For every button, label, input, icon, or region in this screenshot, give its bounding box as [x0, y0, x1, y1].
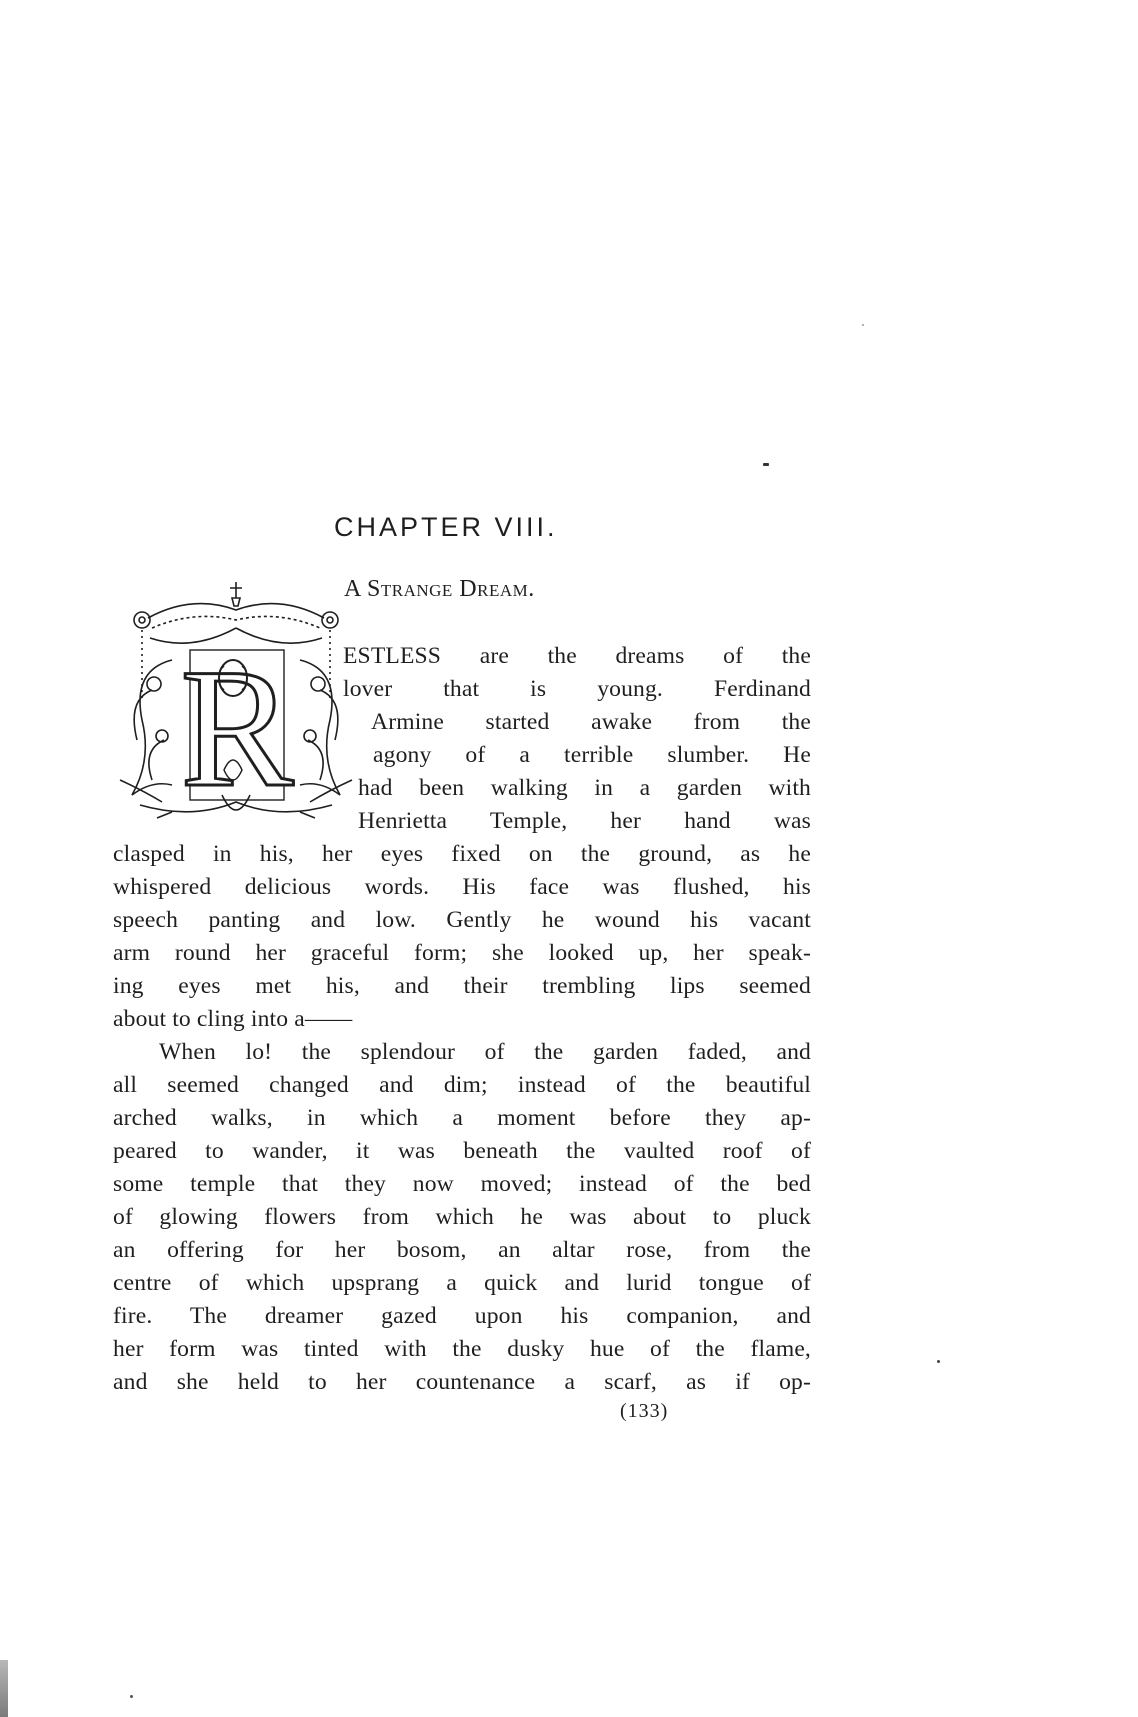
chapter-title — [344, 575, 704, 603]
text-line: agony of a terrible slumber. He — [373, 742, 811, 768]
chapter-heading: CHAPTER VIII. — [334, 512, 558, 542]
print-speck — [862, 324, 864, 326]
text-line: had been walking in a garden with — [358, 775, 811, 801]
print-speck — [937, 1360, 940, 1363]
print-speck — [763, 463, 769, 466]
print-speck — [130, 1695, 133, 1698]
text-line: Henrietta Temple, her hand was — [358, 808, 811, 834]
text-line: arm round her graceful form; she looked up, her speak- — [113, 940, 811, 966]
text-line: peared to wander, it was beneath the vaulted roof of — [113, 1138, 811, 1164]
text-line: all seemed changed and dim; instead of the beautiful — [113, 1072, 811, 1098]
text-line: ESTLESS are the dreams of the — [343, 643, 811, 669]
text-line: When lo! the splendour of the garden faded, and — [159, 1039, 811, 1065]
text-line: whispered delicious words. His face was flushed, his — [113, 874, 811, 900]
dropcap-letter: R — [180, 634, 294, 822]
body-text — [113, 640, 811, 1399]
text-line: centre of which upsprang a quick and lurid tongue of — [113, 1270, 811, 1296]
text-line: an offering for her bosom, an altar rose, from the — [113, 1237, 811, 1263]
text-line: some temple that they now moved; instead of the bed — [113, 1171, 811, 1197]
text-line: about to cling into a—— — [113, 1006, 353, 1032]
text-line: her form was tinted with the dusky hue of the flame, — [113, 1336, 811, 1362]
text-line: speech panting and low. Gently he wound his vacant — [113, 907, 811, 933]
chapter-title-text: Strange Dream. — [367, 576, 535, 602]
text-line: ing eyes met his, and their trembling lips seemed — [113, 973, 811, 999]
text-line: lover that is young. Ferdinand — [343, 676, 811, 702]
text-line: of glowing flowers from which he was about to pluck — [113, 1204, 811, 1230]
scan-edge-mark — [0, 1660, 8, 1717]
chapter-title-prefix: A — [344, 576, 368, 602]
text-line: fire. The dreamer gazed upon his companion, and — [113, 1303, 811, 1329]
page-number: (133) — [620, 1400, 669, 1422]
text-line: arched walks, in which a moment before they ap- — [113, 1105, 811, 1131]
text-line: Armine started awake from the — [371, 709, 811, 735]
text-line: and she held to her countenance a scarf, as if op- — [113, 1369, 811, 1395]
text-line: clasped in his, her eyes fixed on the ground, as he — [113, 841, 811, 867]
